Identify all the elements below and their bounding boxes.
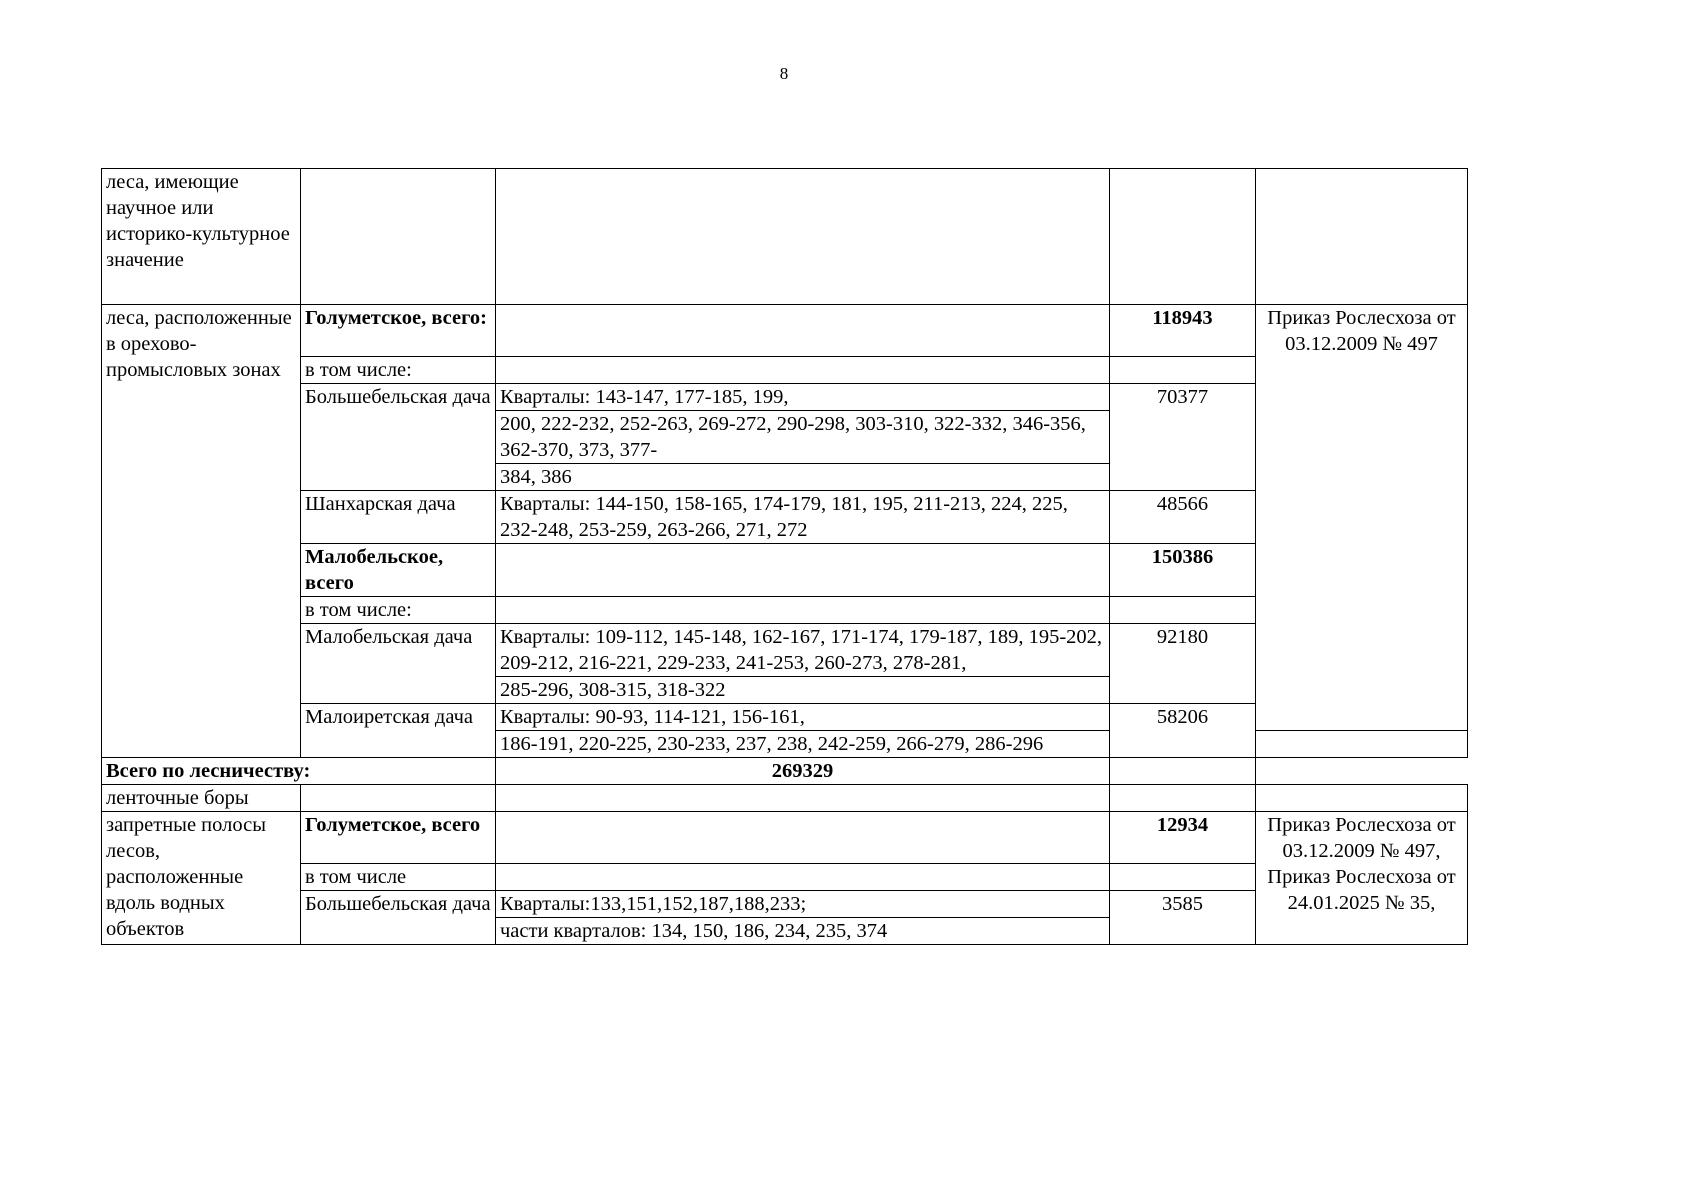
subtotal-label: Голуметское, всего: [301, 812, 496, 864]
dacha-name: Малоиретская дача: [301, 704, 496, 758]
quarters-cell: 186-191, 220-225, 230-233, 237, 238, 242-259, 266-279, 286-296: [496, 731, 1110, 758]
subtotal-area: 118943: [1110, 305, 1256, 357]
forest-table: [101, 168, 1468, 945]
dacha-name: Шанхарская дача: [301, 491, 496, 544]
area-cell: 70377: [1110, 384, 1256, 491]
empty-cell: [1110, 864, 1256, 891]
empty-cell: [1256, 731, 1468, 758]
table-row: [102, 305, 1468, 357]
area-cell: 92180: [1110, 624, 1256, 704]
empty-cell: [496, 812, 1110, 864]
quarters-cell: Кварталы: 109-112, 145-148, 162-167, 171-174, 179-187, 189, 195-202, 209-212, 216-221, 229-233, 241-253, 260-273, 278-281,: [496, 624, 1110, 677]
category-cell: леса, расположенные в орехово-промысловых зонах: [102, 305, 301, 758]
empty-cell: [1110, 597, 1256, 624]
empty-cell: [301, 785, 496, 812]
table-row: [102, 785, 1468, 812]
order-cell: Приказ Рослесхоза от 03.12.2009 № 497: [1256, 305, 1468, 731]
table-row: [102, 169, 1468, 305]
including-label: в том числе: [301, 864, 496, 891]
dacha-name: Большебельская дача: [301, 384, 496, 491]
empty-cell: [301, 169, 496, 305]
subtotal-area: 12934: [1110, 812, 1256, 864]
category-cell: леса, имеющие научное или историко-культурное значение: [102, 169, 301, 305]
empty-cell: [1110, 357, 1256, 384]
empty-cell: [496, 864, 1110, 891]
subtotal-label: Голуметское, всего:: [301, 305, 496, 357]
including-label: в том числе:: [301, 357, 496, 384]
empty-cell: [496, 169, 1110, 305]
dacha-name: Малобельская дача: [301, 624, 496, 704]
total-label: Всего по лесничеству:: [102, 758, 496, 785]
empty-cell: [1256, 169, 1468, 305]
category-cell: запретные полосы лесов, расположенные вдоль водных объектов: [102, 812, 301, 945]
empty-cell: [1256, 785, 1468, 812]
quarters-cell: Кварталы: 144-150, 158-165, 174-179, 181, 195, 211-213, 224, 225, 232-248, 253-259, 263-266, 271, 272: [496, 491, 1110, 544]
area-cell: 3585: [1110, 891, 1256, 945]
table-row: [102, 758, 1468, 785]
empty-cell: [496, 357, 1110, 384]
dacha-name: Большебельская дача: [301, 891, 496, 945]
total-area: 269329: [496, 758, 1110, 785]
table-row: [102, 812, 1468, 864]
quarters-cell: 285-296, 308-315, 318-322: [496, 677, 1110, 704]
empty-cell: [496, 785, 1110, 812]
area-cell: 48566: [1110, 491, 1256, 544]
quarters-cell: Кварталы: 143-147, 177-185, 199,: [496, 384, 1110, 411]
empty-cell: [1110, 169, 1256, 305]
order-cell: Приказ Рослесхоза от 03.12.2009 № 497, Приказ Рослесхоза от 24.01.2025 № 35,: [1256, 812, 1468, 945]
empty-cell: [1110, 785, 1256, 812]
including-label: в том числе:: [301, 597, 496, 624]
empty-cell: [496, 597, 1110, 624]
quarters-cell: части кварталов: 134, 150, 186, 234, 235, 374: [496, 918, 1110, 945]
subtotal-area: 150386: [1110, 544, 1256, 597]
subtotal-label: Малобельское, всего: [301, 544, 496, 597]
empty-cell: [496, 305, 1110, 357]
area-cell: 58206: [1110, 704, 1256, 758]
quarters-cell: Кварталы:133,151,152,187,188,233;: [496, 891, 1110, 918]
quarters-cell: Кварталы: 90-93, 114-121, 156-161,: [496, 704, 1110, 731]
empty-cell: [496, 544, 1110, 597]
page-number: 8: [779, 64, 789, 83]
category-cell: ленточные боры: [102, 785, 301, 812]
quarters-cell: 384, 386: [496, 464, 1110, 491]
empty-cell: [1110, 758, 1256, 785]
quarters-cell: 200, 222-232, 252-263, 269-272, 290-298, 303-310, 322-332, 346-356, 362-370, 373, 377-: [496, 411, 1110, 464]
